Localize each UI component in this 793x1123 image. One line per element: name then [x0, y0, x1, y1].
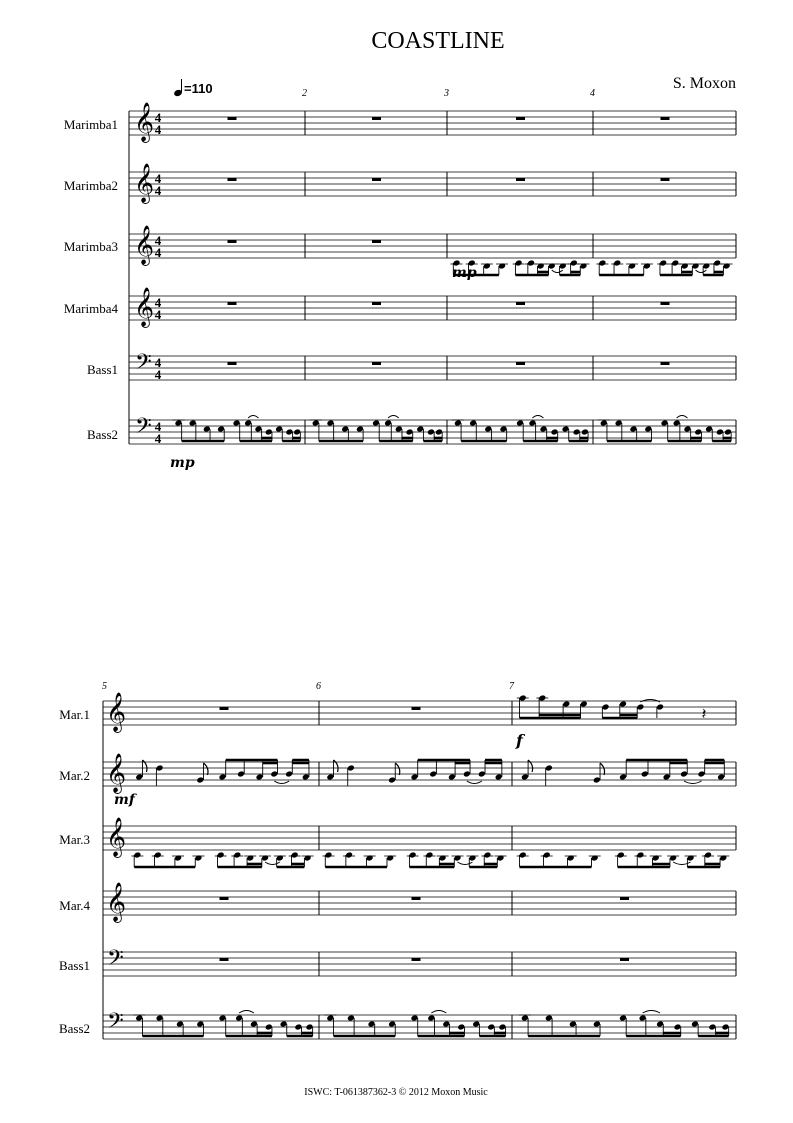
bass-clef: 𝄢	[135, 414, 152, 444]
whole-rest	[372, 302, 381, 305]
instrument-name: Marimba1	[63, 117, 118, 132]
whole-rest	[372, 178, 381, 181]
measure-number: 3	[444, 88, 449, 99]
whole-rest	[228, 240, 237, 243]
tie	[532, 416, 543, 419]
tie	[467, 781, 482, 784]
whole-rest	[412, 958, 421, 961]
whole-rest	[516, 178, 525, 181]
tie	[248, 416, 258, 419]
instrument-name: Bass1	[86, 362, 118, 377]
piece-title: COASTLINE	[371, 28, 505, 54]
time-signature-bottom: 4	[154, 183, 162, 198]
whole-rest	[620, 958, 629, 961]
whole-rest	[372, 240, 381, 243]
tie	[684, 781, 701, 784]
staff	[103, 692, 736, 733]
dynamic-marking: f	[516, 731, 523, 750]
treble-clef: 𝄞	[106, 817, 127, 857]
dynamic-marking: mf	[114, 792, 135, 808]
note-flag	[395, 763, 400, 775]
whole-rest	[228, 117, 237, 120]
bass-clef: 𝄢	[107, 1009, 124, 1039]
whole-rest	[220, 707, 229, 710]
whole-rest	[412, 707, 421, 710]
tie	[643, 1011, 660, 1014]
tie	[239, 1011, 254, 1014]
staff	[103, 753, 736, 794]
tie	[552, 270, 563, 273]
copyright-footer: ISWC: T-061387362-3 © 2012 Moxon Music	[304, 1087, 488, 1098]
instrument-name: Bass1	[58, 958, 90, 973]
dynamic-marking: mp	[452, 265, 477, 281]
whole-rest	[372, 362, 381, 365]
treble-clef: 𝄞	[106, 753, 127, 793]
notation-layer	[103, 102, 736, 1039]
tempo-value: =110	[184, 81, 213, 96]
whole-rest	[228, 362, 237, 365]
system-2-labels	[59, 681, 515, 1036]
system-2	[103, 692, 736, 1039]
measure-number: 5	[102, 681, 107, 692]
instrument-name: Mar.1	[59, 707, 90, 722]
instrument-name: Mar.4	[59, 898, 90, 913]
treble-clef: 𝄞	[134, 102, 155, 142]
quarter-rest: 𝄽	[701, 704, 707, 723]
instrument-name: Marimba3	[63, 239, 118, 254]
treble-clef: 𝄞	[106, 692, 127, 732]
instrument-name: Mar.3	[59, 832, 90, 847]
tie	[673, 862, 690, 865]
staff	[103, 1009, 736, 1039]
measure-number: 7	[509, 681, 514, 692]
dynamic-marking: mp	[170, 455, 195, 471]
staff	[103, 946, 736, 976]
whole-rest	[516, 302, 525, 305]
staff	[129, 102, 736, 143]
time-signature-bottom: 4	[154, 307, 162, 322]
tie	[677, 416, 688, 419]
time-signature-bottom: 4	[154, 245, 162, 260]
time-signature-top: 4	[154, 171, 162, 186]
treble-clef: 𝄞	[106, 882, 127, 922]
composer-credit: S. Moxon	[672, 75, 736, 92]
whole-rest	[620, 897, 629, 900]
staff	[129, 350, 736, 382]
time-signature-bottom: 4	[154, 431, 162, 446]
bass-clef: 𝄢	[107, 946, 124, 976]
staff	[129, 163, 736, 204]
whole-rest	[661, 362, 670, 365]
instrument-name: Mar.2	[59, 768, 90, 783]
staff	[103, 882, 736, 923]
treble-clef: 𝄞	[134, 225, 155, 265]
staff	[129, 414, 736, 446]
whole-rest	[228, 302, 237, 305]
staff	[129, 225, 736, 275]
whole-rest	[372, 117, 381, 120]
measure-number: 4	[590, 88, 595, 99]
tie	[431, 1011, 446, 1014]
treble-clef: 𝄞	[134, 163, 155, 203]
tie	[458, 862, 473, 865]
tie	[265, 862, 280, 865]
whole-rest	[661, 178, 670, 181]
whole-rest	[412, 897, 421, 900]
time-signature-top: 4	[154, 233, 162, 248]
staff	[103, 817, 736, 867]
time-signature-bottom: 4	[154, 122, 162, 137]
instrument-name: Marimba2	[63, 178, 118, 193]
measure-number: 6	[316, 681, 321, 692]
bass-clef: 𝄢	[135, 350, 152, 380]
instrument-name: Bass2	[86, 427, 118, 442]
whole-rest	[220, 958, 229, 961]
time-signature-top: 4	[154, 355, 162, 370]
tie	[274, 781, 289, 784]
time-signature-top: 4	[154, 295, 162, 310]
staff	[129, 287, 736, 328]
whole-rest	[516, 117, 525, 120]
tie	[696, 270, 707, 273]
whole-rest	[220, 897, 229, 900]
note-flag	[204, 763, 209, 775]
whole-rest	[661, 302, 670, 305]
time-signature-bottom: 4	[154, 367, 162, 382]
instrument-name: Marimba4	[63, 301, 118, 316]
note-flag	[600, 763, 605, 775]
whole-rest	[661, 117, 670, 120]
whole-rest	[228, 178, 237, 181]
system-1	[129, 102, 736, 446]
whole-rest	[516, 362, 525, 365]
time-signature-top: 4	[154, 419, 162, 434]
tempo-marking	[173, 79, 212, 97]
treble-clef: 𝄞	[134, 287, 155, 327]
measure-number: 2	[302, 88, 307, 99]
tie	[388, 416, 399, 419]
instrument-name: Bass2	[58, 1021, 90, 1036]
time-signature-top: 4	[154, 110, 162, 125]
